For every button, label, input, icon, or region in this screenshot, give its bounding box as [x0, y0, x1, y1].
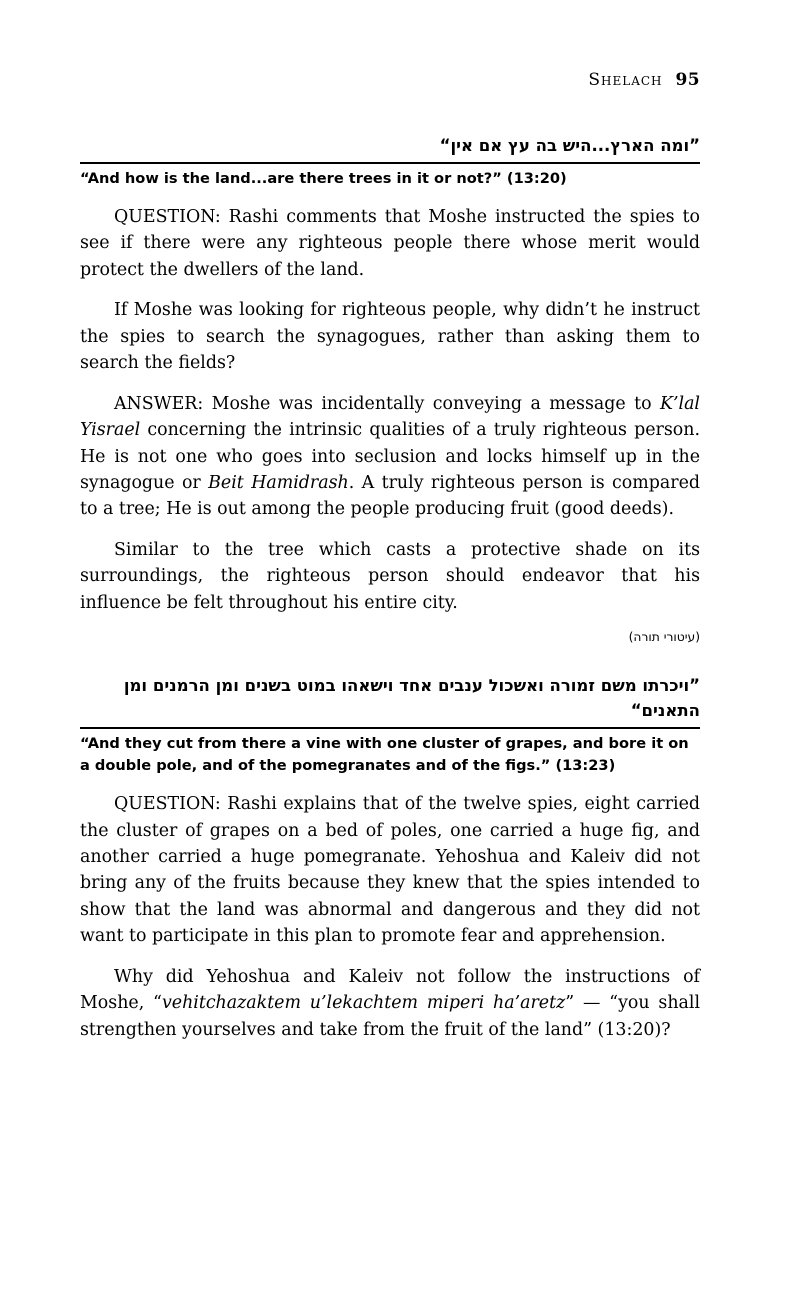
- page-number: 95: [675, 70, 700, 90]
- section-2: [80, 674, 700, 1043]
- source-citation-1: (עיטורי תורה): [628, 630, 700, 645]
- english-verse-heading-1: “And how is the land...are there trees in it or not?” (13:20): [80, 169, 567, 187]
- section-1: [80, 134, 700, 644]
- running-head-parsha: Shelach: [588, 70, 663, 90]
- running-head: [80, 70, 700, 90]
- paragraph: QUESTION: Rashi comments that Moshe instructed the spies to see if there were any righteous people there whose merit would protect the dwellers of the land.: [80, 206, 700, 280]
- english-verse-heading-2: “And they cut from there a vine with one cluster of grapes, and bore it on a double pole, and of the pomegranates and of the figs.” (13:23): [80, 734, 689, 774]
- paragraph: ANSWER: Moshe was incidentally conveying a message to K’lal Yisrael concerning the intrinsic qualities of a truly righteous person. He is not one who goes into seclusion and locks himself up in the synagogue or Beit Hamidrash. A truly righteous person is compared to a tree; He is out among the people producing fruit (good deeds).: [80, 393, 700, 520]
- paragraph: Why did Yehoshua and Kaleiv not follow the instructions of Moshe, “vehitchazaktem u’lekachtem miperi ha’aretz” — “you shall strengthen yourselves and take from the fruit of the land” (13:20)?: [80, 966, 701, 1040]
- paragraph: If Moshe was looking for righteous people, why didn’t he instruct the spies to search the synagogues, rather than asking them to search the fields?: [80, 300, 700, 374]
- paragraph: QUESTION: Rashi explains that of the twelve spies, eight carried the cluster of grapes on a bed of poles, one carried a huge fig, and another carried a huge pomegranate. Yehoshua and Kaleiv did not bring any of the fruits because they knew that the spies intended to show that the land was abnormal and dangerous and they did not want to participate in this plan to promote fear and apprehension.: [80, 794, 700, 947]
- hebrew-verse-heading-2: ”ויכרתו משם זמורה ואשכול ענבים אחד וישאהו במוט בשנים ומן הרמנים ומן התאנים“: [123, 676, 700, 721]
- section-spacer: [80, 644, 700, 674]
- paragraph: Similar to the tree which casts a protective shade on its surroundings, the righteous person should endeavor that his influence be felt throughout his entire city.: [80, 539, 700, 613]
- heading-rule-2: [80, 727, 700, 729]
- hebrew-verse-heading-1: ”ומה הארץ...היש בה עץ אם אין“: [439, 136, 700, 155]
- heading-rule-1: [80, 162, 700, 164]
